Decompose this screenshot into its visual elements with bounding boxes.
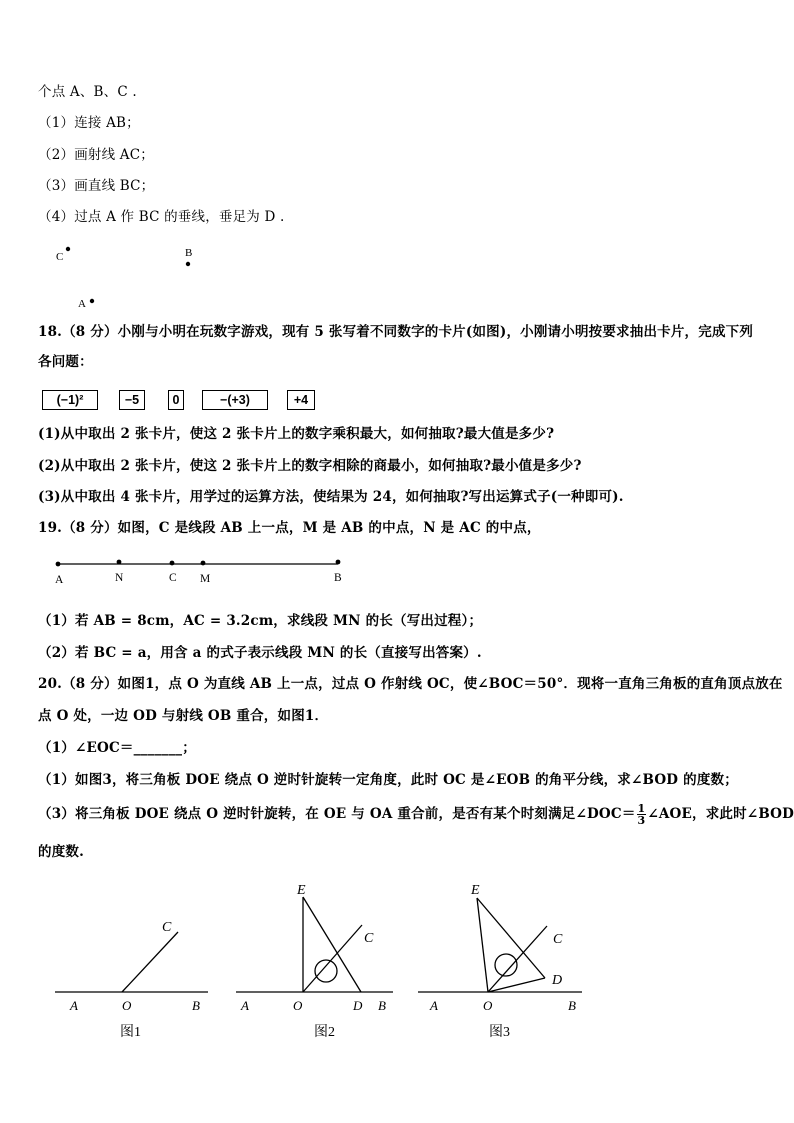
q18-stem-line2: 各问题： — [38, 354, 93, 370]
q20-sub3 — [38, 803, 794, 826]
q18-stem-line1: 18.（8 分）小刚与小明在玩数字游戏，现有 5 张写着不同数字的卡片(如图)，小刚请小明按要求抽出卡片，完成下列 — [38, 324, 754, 340]
q20-sub1: （1）∠EOC＝_______； — [38, 740, 196, 756]
point-b-label: B — [185, 247, 193, 259]
one-third-fraction — [637, 803, 647, 826]
q20-sub3-part2: ∠AOE，求此时∠BOD — [647, 806, 794, 822]
q18-sub2: (2)从中取出 2 张卡片，使这 2 张卡片上的数字相除的商最小，如何抽取?最小值是多少? — [38, 458, 582, 474]
fig2-ray-oc — [303, 925, 362, 992]
figure-2 — [236, 883, 393, 1040]
fig3-caption: 图3 — [489, 1025, 510, 1040]
fig3-side-od — [488, 978, 545, 992]
point-b — [336, 560, 341, 565]
card-4: −(+3) — [202, 390, 268, 410]
fig1-ray-oc — [122, 932, 178, 992]
q19-sub2: （2）若 BC = a，用含 a 的式子表示线段 MN 的长（直接写出答案）. — [38, 645, 482, 661]
card-5: +4 — [287, 390, 315, 410]
fig3-label-c: C — [553, 932, 563, 947]
point-a-dot — [90, 299, 94, 303]
q18-sub1: (1)从中取出 2 张卡片，使这 2 张卡片上的数字乘积最大，如何抽取?最大值是多少? — [38, 426, 555, 442]
fig2-label-o: O — [293, 998, 303, 1013]
fig2-hole — [315, 960, 337, 982]
q19-stem: 19.（8 分）如图，C 是线段 AB 上一点，M 是 AB 的中点，N 是 AC 的中点， — [38, 520, 541, 536]
q17-step3: （3）画直线 BC； — [38, 178, 155, 194]
point-b-dot — [186, 262, 190, 266]
fig3-label-o: O — [483, 998, 493, 1013]
fig3-label-a: A — [430, 998, 438, 1013]
q17-step4: （4）过点 A 作 BC 的垂线，垂足为 D . — [38, 209, 285, 225]
label-a: A — [55, 574, 64, 586]
q18-sub3: (3)从中取出 4 张卡片，用学过的运算方法，使结果为 24，如何抽取?写出运算式子(一种即可). — [38, 489, 624, 505]
q19-sub1: （1）若 AB = 8cm，AC = 3.2cm，求线段 MN 的长（写出过程）； — [38, 613, 483, 629]
q20-sub3-cont: 的度数. — [38, 844, 84, 860]
fig3-label-e: E — [471, 883, 480, 898]
label-n: N — [115, 572, 124, 584]
fig1-label-c: C — [162, 920, 172, 935]
point-n — [117, 560, 122, 565]
fig3-label-d: D — [552, 973, 563, 988]
q17-points-figure — [40, 240, 240, 315]
label-c: C — [169, 572, 177, 584]
fig2-label-b: B — [378, 998, 386, 1013]
label-m: M — [200, 573, 211, 585]
fig2-label-a: A — [241, 998, 249, 1013]
fig1-caption: 图1 — [120, 1025, 141, 1040]
point-c-dot — [66, 247, 70, 251]
fraction-denominator: 3 — [637, 814, 646, 827]
point-a-label: A — [78, 298, 86, 310]
q20-stem-line1: 20.（8 分）如图1，点 O 为直线 AB 上一点，过点 O 作射线 OC，使∠BOC＝50°．现将一直角三角板的直角顶点放在 — [38, 676, 783, 692]
fraction-numerator: 1 — [637, 802, 646, 815]
fig2-label-c: C — [364, 931, 374, 946]
fig3-side-oe — [477, 898, 488, 992]
q20-figures — [0, 870, 794, 1050]
card-2: −5 — [119, 390, 145, 410]
q19-segment-figure — [50, 556, 360, 588]
point-c-label: C — [56, 251, 64, 263]
q20-sub2: （1）如图3，将三角板 DOE 绕点 O 逆时针旋转一定角度，此时 OC 是∠EOB 的角平分线，求∠BOD 的度数； — [38, 772, 738, 788]
fig1-label-a: A — [70, 998, 78, 1013]
card-3: 0 — [168, 390, 184, 410]
point-m — [201, 561, 206, 566]
figure-1 — [55, 920, 208, 1040]
fig3-label-b: B — [568, 998, 576, 1013]
figure-3 — [418, 883, 582, 1040]
q20-stem-line2: 点 O 处，一边 OD 与射线 OB 重合，如图1． — [38, 708, 329, 724]
point-a — [56, 562, 61, 567]
fig1-label-o: O — [122, 998, 132, 1013]
q17-step2: （2）画射线 AC； — [38, 147, 154, 163]
fig2-label-d: D — [353, 998, 363, 1013]
card-1: (−1)² — [42, 390, 98, 410]
fig2-caption: 图2 — [314, 1025, 335, 1040]
fig2-label-e: E — [297, 883, 306, 898]
q17-step1: （1）连接 AB； — [38, 115, 140, 131]
q20-sub3-part1: （3）将三角板 DOE 绕点 O 逆时针旋转，在 OE 与 OA 重合前，是否有某个时刻满足∠DOC＝ — [38, 806, 636, 822]
q17-line0: 个点 A、B、C . — [38, 84, 137, 100]
point-c — [170, 561, 175, 566]
label-b: B — [334, 572, 342, 584]
fig1-label-b: B — [192, 998, 200, 1013]
fig2-side-ed — [303, 897, 361, 992]
